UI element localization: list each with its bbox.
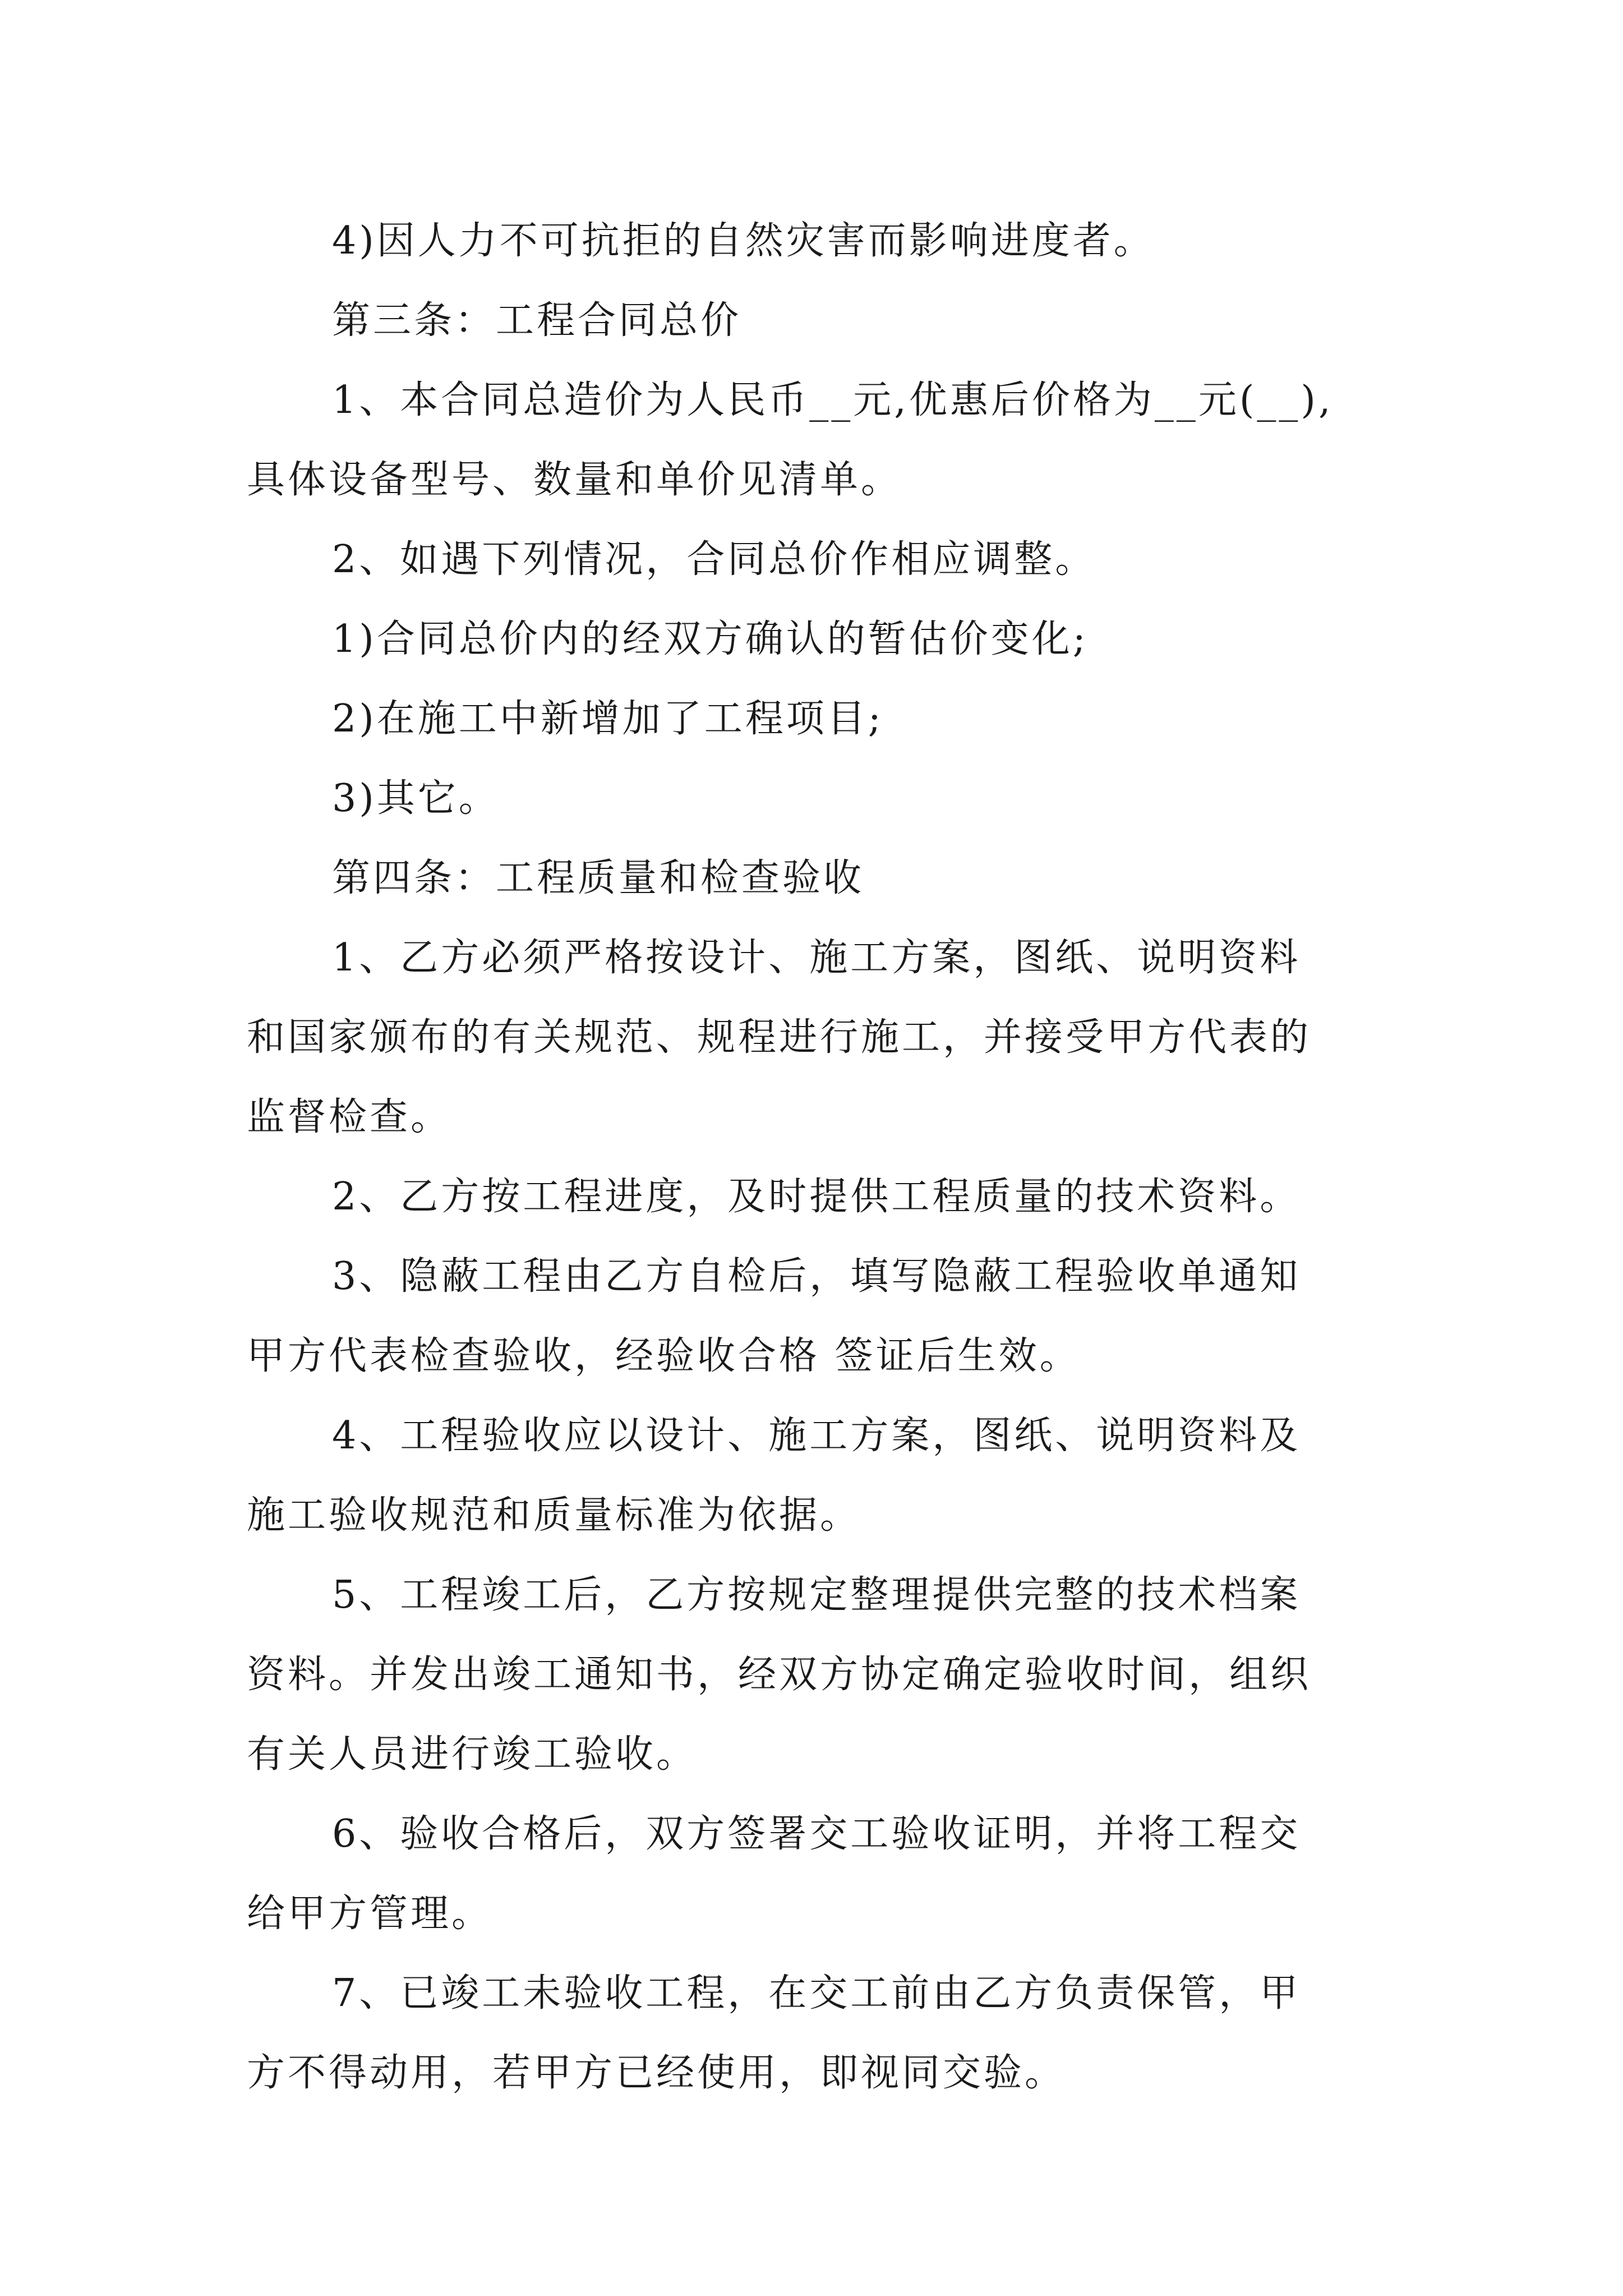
paragraph-line: 方不得动用，若甲方已经使用，即视同交验。 <box>247 2051 1066 2095</box>
paragraph-line: 1、本合同总造价为人民币__元,优惠后价格为__元(__), <box>332 378 1334 422</box>
paragraph-line: 4、工程验收应以设计、施工方案，图纸、说明资料及 <box>332 1414 1301 1458</box>
paragraph-line: 有关人员进行竣工验收。 <box>247 1732 698 1777</box>
section-heading: 第三条：工程合同总价 <box>332 298 742 343</box>
paragraph-line: 和国家颁布的有关规范、规程进行施工，并接受甲方代表的 <box>247 1015 1312 1060</box>
section-heading: 第四条：工程质量和检查验收 <box>332 856 865 900</box>
paragraph-line: 6、验收合格后，双方签署交工验收证明，并将工程交 <box>332 1812 1301 1856</box>
paragraph-line: 4)因人力不可抗拒的自然灾害而影响进度者。 <box>332 219 1155 263</box>
paragraph-line: 3、隐蔽工程由乙方自检后，填写隐蔽工程验收单通知 <box>332 1254 1301 1299</box>
paragraph-line: 甲方代表检查验收，经验收合格 签证后生效。 <box>247 1334 1081 1378</box>
paragraph-line: 2、乙方按工程进度，及时提供工程质量的技术资料。 <box>332 1175 1301 1219</box>
paragraph-line: 监督检查。 <box>247 1095 452 1139</box>
paragraph-line: 资料。并发出竣工通知书，经双方协定确定验收时间，组织 <box>247 1653 1312 1697</box>
paragraph-line: 具体设备型号、数量和单价见清单。 <box>247 458 902 502</box>
paragraph-line: 2、如遇下列情况，合同总价作相应调整。 <box>332 537 1096 582</box>
paragraph-line: 给甲方管理。 <box>247 1892 493 1936</box>
paragraph-line: 3)其它。 <box>332 776 500 821</box>
paragraph-line: 1)合同总价内的经双方确认的暂估价变化; <box>332 617 1089 661</box>
paragraph-line: 5、工程竣工后，乙方按规定整理提供完整的技术档案 <box>332 1573 1301 1617</box>
paragraph-line: 1、乙方必须严格按设计、施工方案，图纸、说明资料 <box>332 936 1301 980</box>
paragraph-line: 施工验收规范和质量标准为依据。 <box>247 1493 861 1538</box>
paragraph-line: 7、已竣工未验收工程，在交工前由乙方负责保管，甲 <box>332 1971 1301 2016</box>
paragraph-line: 2)在施工中新增加了工程项目; <box>332 697 884 741</box>
